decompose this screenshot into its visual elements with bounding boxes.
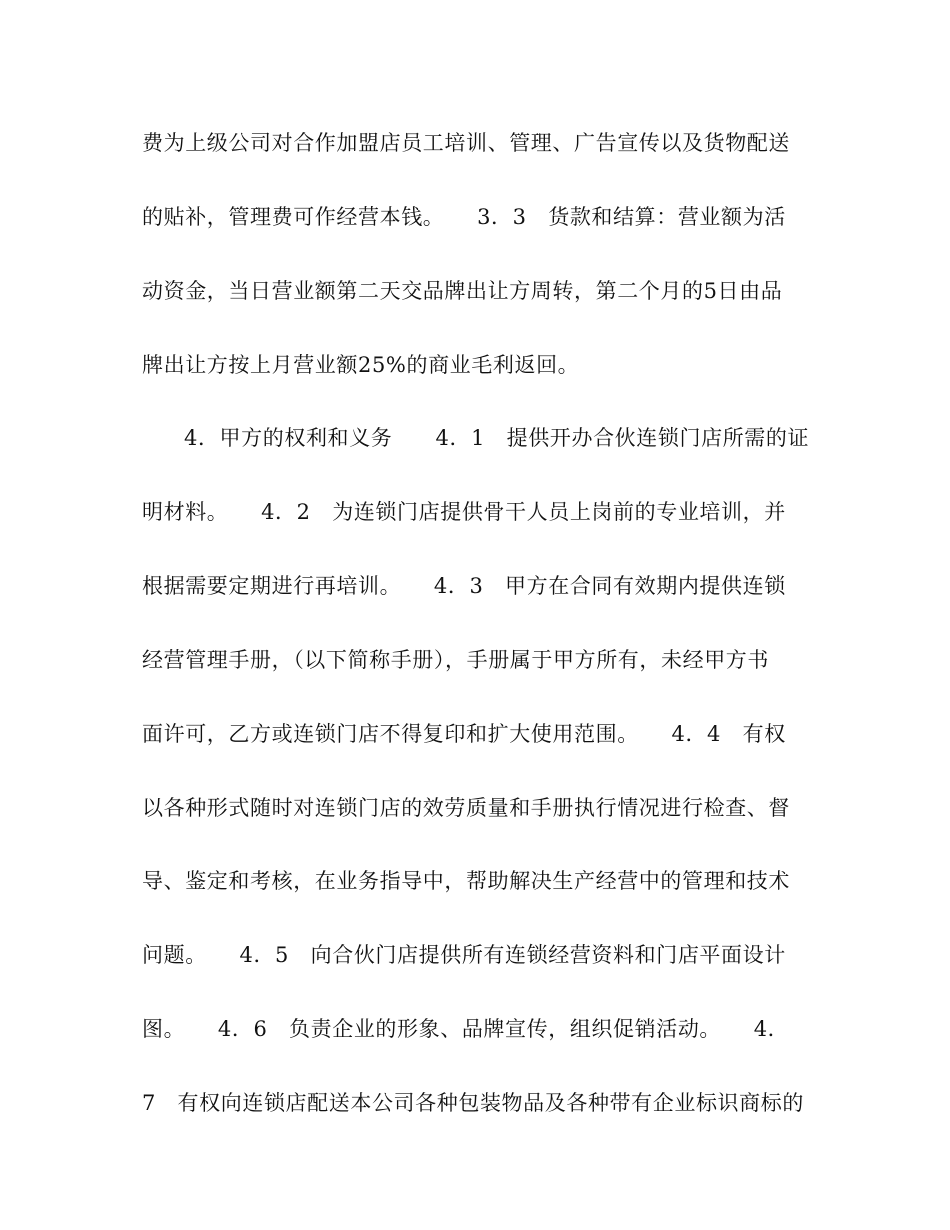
text-line: 明材料。 4．2 为连锁门店提供骨干人员上岗前的专业培训，并: [142, 500, 786, 524]
text-line: 动资金，当日营业额第二天交品牌出让方周转，第二个月的5日由品: [142, 279, 783, 303]
text-line: 面许可，乙方或连锁门店不得复印和扩大使用范围。 4．4 有权: [142, 722, 786, 746]
text-line: 牌出让方按上月营业额25%的商业毛利返回。: [142, 353, 580, 377]
text-line: 根据需要定期进行再培训。 4．3 甲方在合同有效期内提供连锁: [142, 574, 786, 598]
text-line: 以各种形式随时对连锁门店的效劳质量和手册执行情况进行检查、督: [142, 796, 790, 820]
text-line: 4．甲方的权利和义务 4．1 提供开办合伙连锁门店所需的证: [184, 426, 810, 450]
text-line: 费为上级公司对合作加盟店员工培训、管理、广告宣传以及货物配送: [142, 131, 790, 155]
text-line: 图。 4．6 负责企业的形象、品牌宣传，组织促销活动。 4．: [142, 1017, 790, 1041]
text-line: 导、鉴定和考核，在业务指导中，帮助解决生产经营中的管理和技术: [142, 869, 790, 893]
text-line: 问题。 4．5 向合伙门店提供所有连锁经营资料和门店平面设计: [142, 943, 786, 967]
text-line: 的贴补，管理费可作经营本钱。 3．3 货款和结算：营业额为活: [142, 205, 786, 229]
text-line: 7 有权向连锁店配送本公司各种包装物品及各种带有企业标识商标的: [142, 1091, 804, 1115]
text-line: 经营管理手册，（以下简称手册），手册属于甲方所有，未经甲方书: [142, 648, 769, 672]
